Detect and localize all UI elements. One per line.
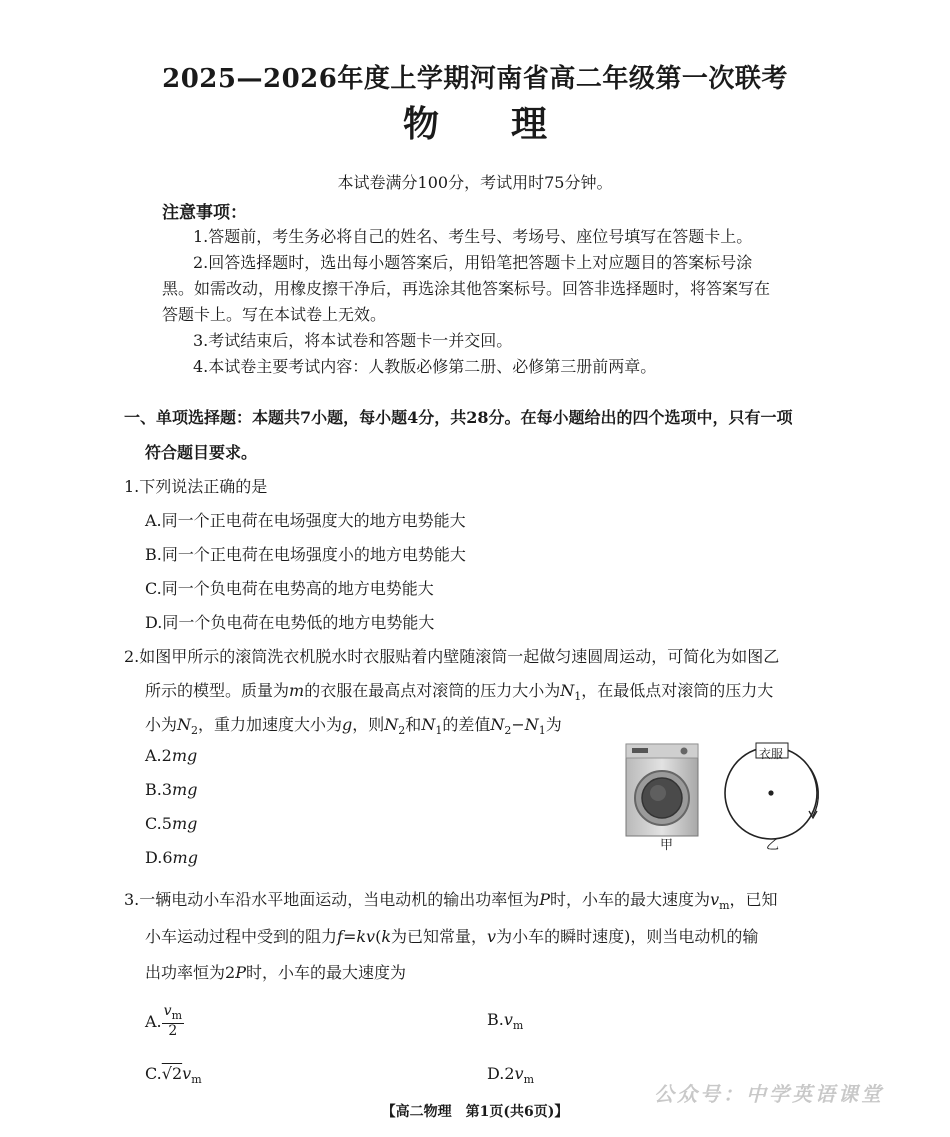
clothes-label: 衣服 — [759, 747, 784, 761]
q2-option-b: B.3mg — [145, 780, 198, 799]
note-line: 黑。如需改动，用橡皮擦干净后，再选涂其他答案标号。回答非选择题时，将答案写在 — [162, 279, 771, 298]
question-2-stem-line2: 所示的模型。质量为m的衣服在最高点对滚筒的压力大小为$N_1$，在最低点对滚筒的压力大 — [145, 681, 774, 704]
q3-option-c: $C.√2v_m$ — [145, 1064, 202, 1087]
subject-title: 物理 — [402, 103, 619, 145]
watermark: 公众号：中学英语课堂 — [654, 1082, 884, 1106]
note-line: 3.考试结束后，将本试卷和答题卡一并交回。 — [193, 331, 513, 350]
washing-machine-figure — [620, 740, 710, 840]
q2-option-c: C.5mg — [145, 814, 198, 833]
section-heading: 一、单项选择题：本题共7小题，每小题4分，共28分。在每小题给出的四个选项中，只有一项 — [124, 408, 793, 427]
q3-option-b: $B.v_m$ — [487, 1010, 524, 1033]
q2-option-a: A.2mg — [145, 746, 198, 765]
question-3-stem-line2: 小车运动过程中受到的阻力f=kv(k为已知常量，v为小车的瞬时速度)，则当电动机的输 — [145, 927, 759, 946]
note-line: 2.回答选择题时，选出每小题答案后，用铅笔把答题卡上对应题目的答案标号涂 — [193, 253, 753, 272]
q3-option-d: $D.2v_m$ — [487, 1064, 535, 1087]
note-line: 1.答题前，考生务必将自己的姓名、考生号、考场号、座位号填写在答题卡上。 — [193, 227, 753, 246]
question-2-stem-line3: 小为$N_2$，重力加速度大小为g，则$N_2$和$N_1$的差值$N_2-N_1$为 — [145, 715, 562, 738]
exam-title: 2025—2026年度上学期河南省高二年级第一次联考 — [162, 64, 788, 94]
q2-option-d: D.6mg — [145, 848, 198, 867]
question-3-stem-line3: 出功率恒为2P时，小车的最大速度为 — [145, 963, 406, 982]
q1-option-b: B.同一个正电荷在电场强度小的地方电势能大 — [145, 545, 466, 564]
q1-option-a: A.同一个正电荷在电场强度大的地方电势能大 — [145, 511, 466, 530]
section-heading-cont: 符合题目要求。 — [145, 443, 258, 462]
exam-intro: 本试卷满分100分，考试用时75分钟。 — [337, 173, 613, 192]
figure-jia-label: 甲 — [660, 838, 674, 853]
question-3-stem: 3.一辆电动小车沿水平地面运动，当电动机的输出功率恒为P时，小车的最大速度为$v_m$，已知 — [124, 890, 778, 913]
question-2-stem: 2.如图甲所示的滚筒洗衣机脱水时衣服贴着内壁随滚筒一起做匀速圆周运动，可简化为如图乙 — [124, 647, 780, 666]
figure-yi-label: 乙 — [766, 838, 780, 853]
note-line: 4.本试卷主要考试内容：人教版必修第二册、必修第三册前两章。 — [193, 357, 657, 376]
question-1-stem: 1.下列说法正确的是 — [124, 477, 268, 496]
page-footer: 【高二物理 第1页(共6页)】 — [381, 1104, 569, 1120]
notes-heading: 注意事项： — [162, 203, 247, 223]
q1-option-d: D.同一个负电荷在电势低的地方电势能大 — [145, 613, 435, 632]
q3-option-a: A. $\frac{v_m}{2}$ — [145, 1003, 182, 1039]
note-line: 答题卡上。写在本试卷上无效。 — [162, 305, 387, 324]
q1-option-c: C.同一个负电荷在电势高的地方电势能大 — [145, 579, 434, 598]
